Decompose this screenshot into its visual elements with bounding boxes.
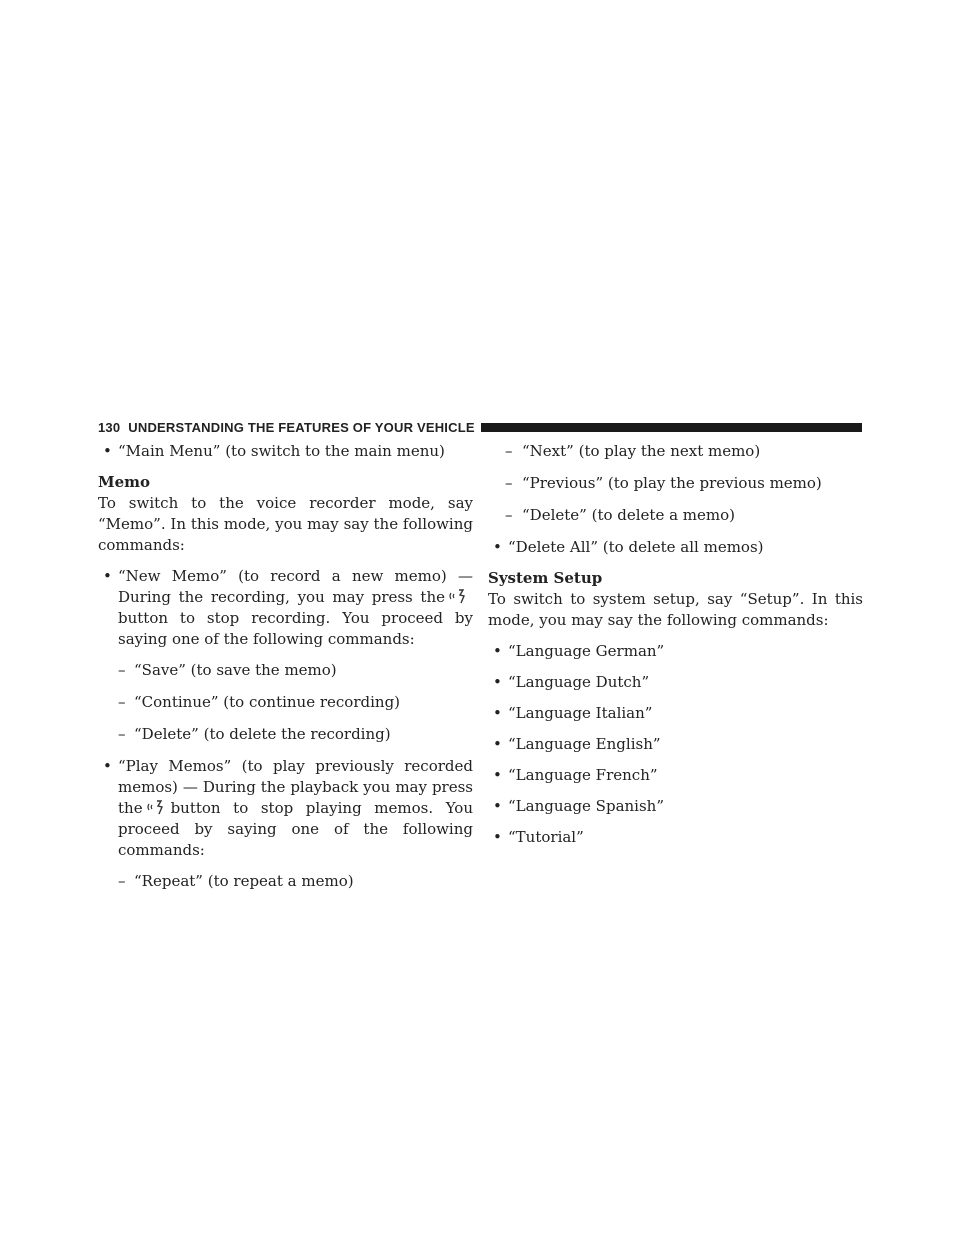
main-menu-command: “Main Menu” (to switch to the main menu) [118, 442, 445, 460]
list-item [488, 703, 863, 724]
dash-marker: – [118, 725, 126, 743]
voice-command-icon [448, 588, 470, 604]
page-number: 130 [98, 419, 121, 435]
save-command: “Save” (to save the memo) [134, 661, 337, 679]
list-item [488, 796, 863, 817]
play-memos-text-a: “Play Memos” (to play previously recorded memos) — During the playback you may press the [118, 757, 473, 817]
memo-heading: Memo [98, 473, 151, 491]
list-item [488, 441, 863, 462]
language-french-command: “Language French” [508, 766, 658, 784]
list-item [98, 660, 473, 681]
delete-recording-command: “Delete” (to delete the recording) [134, 725, 391, 743]
left-column [98, 441, 473, 903]
language-italian-command: “Language Italian” [508, 704, 653, 722]
bullet-dot: • [103, 442, 112, 460]
dash-marker: – [505, 442, 513, 460]
bullet-dot: • [493, 828, 502, 846]
play-memos-text-b: button to stop playing memos. You proceed by saying one of the following commands: [118, 799, 473, 859]
bullet-dot: • [493, 735, 502, 753]
continue-command: “Continue” (to continue recording) [134, 693, 401, 711]
dash-marker: – [505, 506, 513, 524]
dash-marker: – [505, 474, 513, 492]
bullet-dot: • [493, 538, 502, 556]
system-setup-intro: To switch to system setup, say “Setup”. In this mode, you may say the following commands: [488, 590, 863, 629]
list-item [488, 672, 863, 693]
list-item [98, 756, 473, 861]
language-dutch-command: “Language Dutch” [508, 673, 650, 691]
dash-marker: – [118, 693, 126, 711]
bullet-dot: • [493, 642, 502, 660]
bullet-dot: • [103, 757, 112, 775]
list-item [488, 537, 863, 558]
list-item [98, 692, 473, 713]
language-spanish-command: “Language Spanish” [508, 797, 664, 815]
list-item [488, 765, 863, 786]
list-item [488, 641, 863, 662]
previous-command: “Previous” (to play the previous memo) [522, 474, 822, 492]
tutorial-command: “Tutorial” [508, 828, 584, 846]
bullet-dot: • [493, 704, 502, 722]
header-rule [481, 423, 862, 432]
right-column [488, 441, 863, 858]
bullet-dot: • [103, 567, 112, 585]
list-item [488, 473, 863, 494]
section-title: UNDERSTANDING THE FEATURES OF YOUR VEHICLE [128, 419, 475, 435]
delete-all-command: “Delete All” (to delete all memos) [508, 538, 764, 556]
system-setup-heading: System Setup [488, 569, 603, 587]
page-header [98, 418, 862, 436]
next-command: “Next” (to play the next memo) [522, 442, 761, 460]
bullet-dot: • [493, 766, 502, 784]
dash-marker: – [118, 661, 126, 679]
bullet-dot: • [493, 673, 502, 691]
list-item [98, 441, 473, 462]
list-item [98, 724, 473, 745]
language-german-command: “Language German” [508, 642, 665, 660]
list-item [488, 734, 863, 755]
dash-marker: – [118, 872, 126, 890]
list-item [98, 566, 473, 650]
delete-memo-command: “Delete” (to delete a memo) [522, 506, 736, 524]
repeat-command: “Repeat” (to repeat a memo) [134, 872, 354, 890]
new-memo-text-a: “New Memo” (to record a new memo) — During the recording, you may press the [118, 567, 473, 606]
new-memo-text-b: button to stop recording. You proceed by saying one of the following commands: [118, 609, 473, 648]
bullet-dot: • [493, 797, 502, 815]
memo-intro: To switch to the voice recorder mode, say “Memo”. In this mode, you may say the following commands: [98, 494, 473, 554]
voice-command-icon [146, 799, 168, 815]
list-item [488, 505, 863, 526]
list-item [488, 827, 863, 848]
list-item [98, 871, 473, 892]
language-english-command: “Language English” [508, 735, 661, 753]
